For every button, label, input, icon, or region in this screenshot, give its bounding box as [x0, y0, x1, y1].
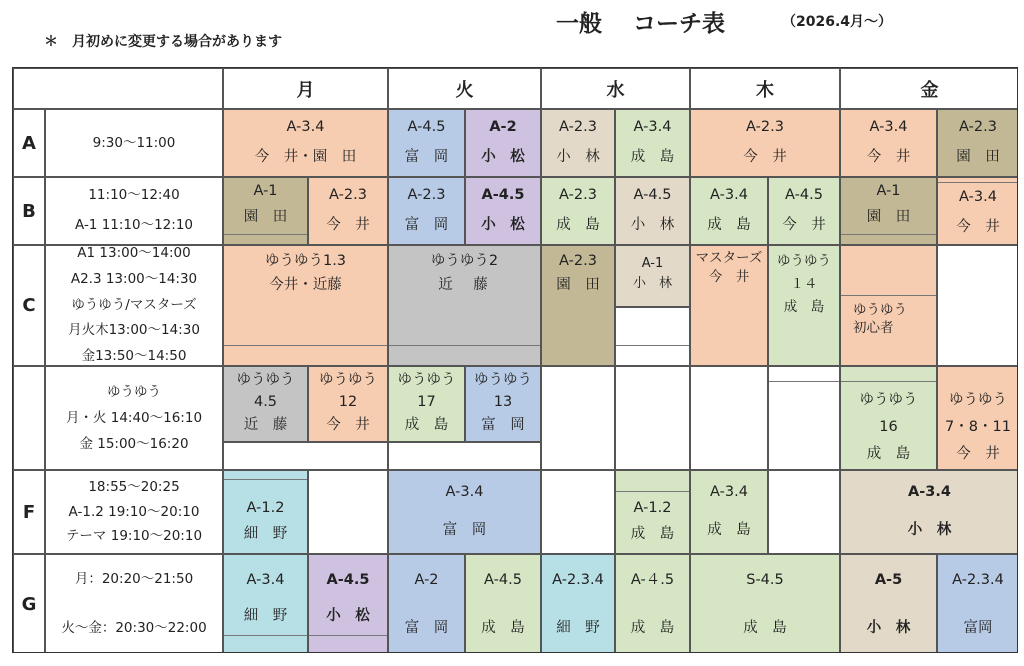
time-text: テーマ 19:10～20:10 [65, 528, 203, 545]
class-code: A-3.4 [445, 484, 484, 500]
day-header-thu: 木 [690, 68, 840, 109]
class-d-fri-2 [937, 366, 1018, 470]
class-code: A-4.5 [484, 572, 522, 588]
class-c-mon [223, 245, 388, 366]
coach-name: 小 松 [326, 608, 370, 625]
coach-name: 今 井 [866, 149, 911, 166]
row-label-c: C [13, 245, 45, 366]
coach-name: 小 林 [630, 217, 675, 234]
class-a-tue-1 [388, 109, 465, 177]
class-code: A-4.5 [633, 187, 672, 203]
class-code: A-3.4 [908, 484, 951, 500]
class-a-tue-2 [465, 109, 541, 177]
class-b-mon-1 [223, 177, 308, 245]
time-text: 金13:50～14:50 [81, 347, 187, 364]
cell-divider [224, 479, 307, 480]
class-a-wed-1 [541, 109, 615, 177]
class-code: A-3.4 [286, 119, 325, 135]
class-g-mon-2 [308, 554, 388, 653]
coach-name: 近 藤 [438, 277, 491, 294]
empty-cell [768, 366, 840, 470]
class-code: A-3.4 [633, 119, 672, 135]
class-d-mon-2 [308, 366, 388, 442]
class-line: ゆうゆう [853, 302, 907, 318]
coach-name: 今 井 [326, 416, 370, 433]
class-code: A-1.2 [633, 500, 672, 516]
class-d-fri-1 [840, 366, 937, 470]
class-code: マスターズ [695, 250, 763, 266]
class-line: ゆうゆう [859, 392, 918, 408]
time-text: ゆうゆう/マスターズ [71, 296, 197, 313]
class-g-wed-2 [615, 554, 690, 653]
time-text: ゆうゆう [107, 383, 161, 400]
cell-divider [224, 635, 307, 636]
class-code: A-2.3 [407, 187, 446, 203]
class-b-wed-1 [541, 177, 615, 245]
class-f-thu [690, 470, 768, 554]
class-d-tue-1 [388, 366, 465, 442]
class-code: A-3.4 [710, 484, 748, 500]
class-f-wed [615, 470, 690, 554]
class-code: A-1 [253, 183, 278, 199]
coach-name: 成 島 [630, 526, 675, 543]
class-code: A-2.3 [559, 119, 597, 135]
coach-name: 富 岡 [404, 217, 449, 234]
class-line: 初心者 [853, 319, 894, 336]
change-note: ＊ 月初めに変更する場合があります [44, 34, 282, 50]
coach-name: 今 井 [326, 217, 370, 234]
coach-name: 園 田 [866, 209, 911, 226]
time-text: 月・火 14:40～16:10 [65, 409, 203, 426]
coach-name: 園 田 [243, 209, 288, 226]
row-label-a: A [13, 109, 45, 177]
class-text [853, 302, 907, 337]
class-g-mon-1 [223, 554, 308, 653]
coach-name: 小 林 [907, 522, 952, 539]
coach-name: 小 林 [866, 620, 911, 637]
row-label-d [13, 366, 45, 470]
coach-name: 今 井 [708, 268, 750, 285]
coach-name: 富 岡 [481, 416, 525, 433]
class-b-fri-1 [840, 177, 937, 245]
class-a-mon [223, 109, 388, 177]
class-code: ゆうゆう1.3 [264, 253, 347, 269]
class-b-tue-1 [388, 177, 465, 245]
cell-divider [841, 381, 936, 382]
class-b-wed-2 [615, 177, 690, 245]
class-code: A-2.3 [329, 187, 367, 203]
time-text: A2.3 13:00～14:30 [70, 271, 198, 288]
class-line: ゆうゆう [236, 372, 295, 388]
class-line: 13 [493, 394, 513, 411]
class-code: A-2.3 [559, 253, 597, 269]
cell-divider [616, 491, 689, 492]
class-line: ゆうゆう [949, 392, 1007, 408]
class-b-tue-2 [465, 177, 541, 245]
coach-name: 成 島 [404, 416, 449, 433]
class-line: 12 [338, 394, 358, 411]
time-text: A-1 11:10～12:10 [75, 217, 193, 233]
time-text: 9:30～11:00 [92, 134, 176, 151]
day-header-wed: 水 [541, 68, 690, 109]
class-code: A-2.3 [746, 119, 784, 135]
empty-cell [308, 470, 388, 554]
coach-name: 小 松 [481, 149, 525, 166]
time-cell-a [45, 109, 223, 177]
class-code: A-3.4 [246, 572, 285, 588]
class-c-thu-2 [768, 245, 840, 366]
time-text: 18:55～20:25 [88, 478, 180, 495]
coach-name: 成 島 [630, 620, 675, 637]
class-code: A-3.4 [869, 119, 908, 135]
coach-name: 成 島 [630, 149, 675, 166]
class-b-thu-1 [690, 177, 768, 245]
class-d-mon-1 [223, 366, 308, 442]
class-c-tue [388, 245, 541, 366]
coach-name: 今 井 [956, 219, 1000, 236]
coach-name: 成 島 [556, 217, 600, 234]
coach-name: 富 岡 [404, 620, 449, 637]
time-cell-c [45, 245, 223, 366]
class-code: A-2.3.4 [952, 572, 1004, 588]
cell-divider [769, 381, 839, 382]
class-code: A-1 [876, 183, 901, 199]
class-c-thu-1 [690, 245, 768, 366]
class-code: ゆうゆう2 [430, 253, 499, 269]
class-code: A-3.4 [710, 187, 748, 203]
cell-divider [841, 295, 936, 296]
class-line: 7・8・11 [945, 418, 1011, 435]
time-text: A-1.2 19:10～20:10 [68, 503, 200, 520]
cell-divider [616, 345, 689, 346]
page-subtitle: （2026.4月～） [782, 14, 893, 30]
class-code: A-4.5 [407, 119, 446, 135]
time-cell-b [45, 177, 223, 245]
class-a-fri-2 [937, 109, 1018, 177]
coach-name: 成 島 [743, 620, 787, 637]
cell-divider [938, 182, 1018, 183]
coach-name: 小 松 [481, 217, 525, 234]
cell-divider [841, 234, 936, 235]
class-b-fri-2 [937, 177, 1018, 245]
class-b-mon-2 [308, 177, 388, 245]
class-line: 16 [879, 418, 898, 435]
empty-cell [388, 442, 541, 470]
time-text: 金 15:00～16:20 [79, 436, 189, 453]
coach-name: 富岡 [963, 620, 993, 637]
corner-cell [13, 68, 223, 109]
empty-cell [615, 307, 690, 366]
coach-name: 成 島 [707, 217, 751, 234]
class-c-wed-1 [541, 245, 615, 366]
coach-name: 細 野 [243, 608, 288, 625]
class-code: A-1 [641, 256, 664, 271]
class-g-thu [690, 554, 840, 653]
class-code: A-4.5 [481, 187, 525, 203]
time-cell-d [45, 366, 223, 470]
coach-name: 細 野 [556, 620, 600, 637]
class-line: ゆうゆう [319, 372, 377, 388]
time-text: 火～金：20:30～22:00 [61, 620, 207, 636]
empty-cell [937, 245, 1018, 366]
cell-divider [224, 345, 387, 346]
class-c-fri-1 [840, 245, 937, 366]
class-code: S-4.5 [746, 572, 784, 588]
time-text: 月：20:20～21:50 [74, 571, 194, 588]
coach-name: 成 島 [481, 620, 525, 637]
day-header-fri: 金 [840, 68, 1018, 109]
coach-name: 近 藤 [243, 416, 288, 433]
coach-name: 今井・近藤 [269, 277, 342, 294]
class-code: A-1.2 [246, 500, 285, 516]
class-code: A-2.3 [959, 119, 997, 135]
class-g-wed-1 [541, 554, 615, 653]
class-code: A-2.3.4 [552, 572, 604, 588]
empty-cell [541, 366, 615, 470]
empty-cell [768, 470, 840, 554]
class-g-fri-2 [937, 554, 1018, 653]
class-line: 17 [417, 394, 436, 411]
coach-name: 今 井・園 田 [254, 149, 357, 166]
class-g-tue-2 [465, 554, 541, 653]
coach-name: 園 田 [556, 277, 600, 294]
class-code: A-2 [489, 119, 517, 135]
class-a-fri-1 [840, 109, 937, 177]
class-c-wed-2 [615, 245, 690, 307]
class-code: A-4.5 [785, 187, 823, 203]
day-header-mon: 月 [223, 68, 388, 109]
coach-name: 成 島 [783, 298, 825, 315]
page-title: 一般 コーチ表 [556, 11, 726, 37]
class-code: A-2.3 [559, 187, 597, 203]
empty-cell [690, 366, 768, 470]
row-label-g: G [13, 554, 45, 653]
time-text: A1 13:00～14:00 [77, 245, 191, 262]
class-f-tue [388, 470, 541, 554]
coach-name: 成 島 [866, 445, 911, 462]
coach-name: 今 井 [743, 149, 787, 166]
time-text: 11:10～12:40 [88, 187, 180, 204]
class-f-mon [223, 470, 308, 554]
class-code: A-2 [414, 572, 439, 588]
empty-cell [541, 470, 615, 554]
coach-name: 成 島 [707, 522, 751, 539]
coach-name: 富 岡 [404, 149, 449, 166]
class-line: ゆうゆう [397, 372, 456, 388]
class-line: １４ [790, 275, 818, 292]
cell-divider [309, 635, 387, 636]
coach-name: 小 林 [556, 149, 600, 166]
class-code: A-3.4 [959, 189, 997, 205]
empty-cell [615, 366, 690, 470]
coach-name: 富 岡 [442, 522, 487, 539]
coach-name: 園 田 [956, 149, 1000, 166]
class-line: ゆうゆう [474, 372, 532, 388]
empty-cell [223, 442, 388, 470]
cell-divider [224, 234, 307, 235]
row-label-f: F [13, 470, 45, 554]
class-g-fri-1 [840, 554, 937, 653]
class-code: A-４.5 [630, 572, 675, 588]
class-d-tue-2 [465, 366, 541, 442]
day-header-tue: 火 [388, 68, 541, 109]
coach-name: 細 野 [243, 526, 288, 543]
time-cell-g [45, 554, 223, 653]
class-b-thu-2 [768, 177, 840, 245]
coach-name: 今 井 [782, 217, 826, 234]
coach-schedule-table [12, 67, 1018, 653]
cell-divider [389, 345, 540, 346]
coach-name: 小 林 [632, 276, 672, 292]
class-line: ゆうゆう [777, 253, 831, 269]
class-a-wed-2 [615, 109, 690, 177]
class-code: A-4.5 [326, 572, 370, 588]
class-line: 4.5 [253, 394, 278, 411]
class-code: A-5 [874, 572, 903, 588]
class-a-thu [690, 109, 840, 177]
class-f-fri [840, 470, 1018, 554]
time-cell-f [45, 470, 223, 554]
row-label-b: B [13, 177, 45, 245]
time-text: 月火木13:00～14:30 [68, 322, 200, 339]
coach-name: 今 井 [956, 445, 1000, 462]
class-g-tue-1 [388, 554, 465, 653]
